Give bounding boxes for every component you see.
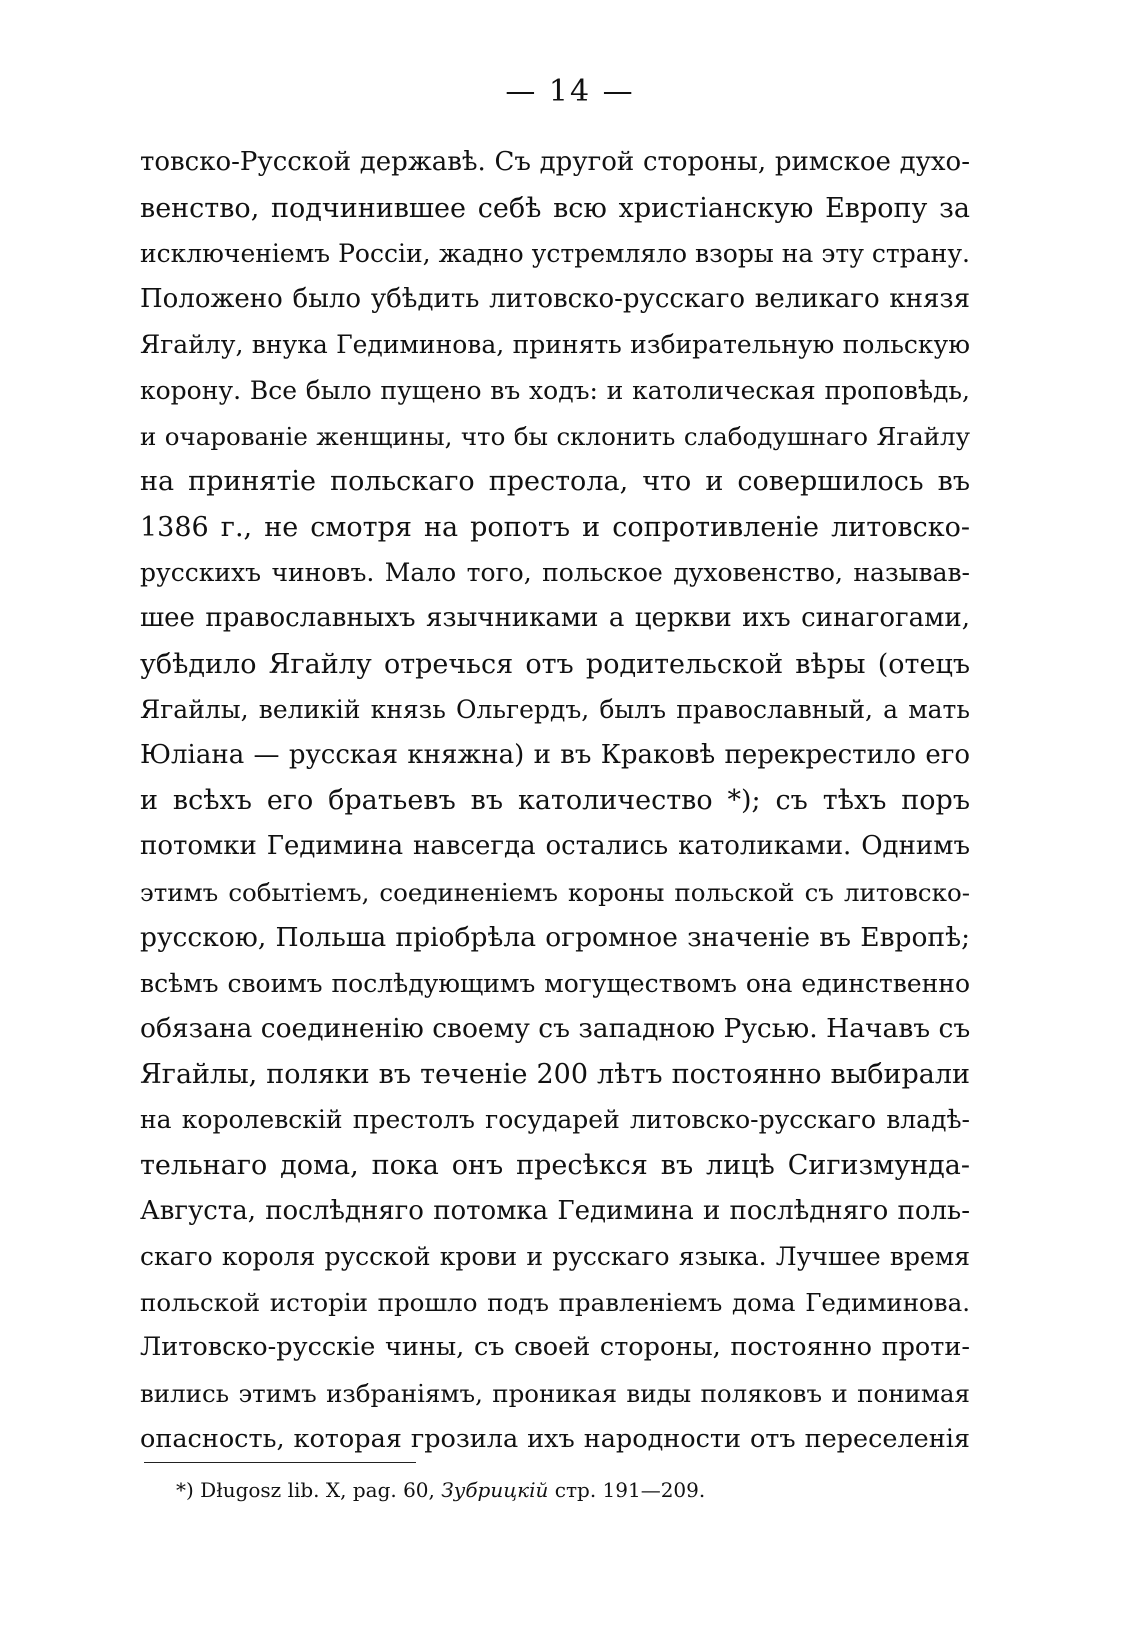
text-line: русскою, Польша пріобрѣла огромное значеніе въ Европѣ; [140,922,970,954]
text-line: Юліана — русская княжна) и въ Краковѣ перекрестило его [140,739,970,770]
page-number: — 14 — [505,74,635,109]
text-line: шее православныхъ язычниками а церкви ихъ синагогами, [140,602,970,633]
text-line: корону. Все было пущено въ ходъ: и католическая проповѣдь, [140,375,970,405]
text-line: венство, подчинившее себѣ всю христіанскую Европу за [140,192,970,224]
text-line: Ягайлы, великій князь Ольгердъ, былъ православный, а мать [140,695,970,725]
footnote-pages: стр. 191—209. [554,1478,706,1502]
footnote-rule [144,1462,416,1463]
text-line: обязана соединенію своему съ западною Русью. Начавъ съ [140,1013,970,1045]
text-line: русскихъ чиновъ. Мало того, польское духовенство, называв- [140,558,970,588]
text-line: Литовско-русскіе чины, съ своей стороны, постоянно проти- [140,1332,970,1363]
text-line: Ягайлы, поляки въ теченіе 200 лѣтъ постоянно выбирали [140,1058,970,1090]
footnote [176,1476,705,1504]
text-line: исключеніемъ Россіи, жадно устремляло взоры на эту страну. [140,239,970,269]
text-line: Августа, послѣдняго потомка Гедимина и послѣдняго поль- [140,1195,970,1226]
footnote-marker: *) [176,1478,194,1502]
text-line: этимъ событіемъ, соединеніемъ короны польской съ литовско- [140,877,970,907]
text-line: тельнаго дома, пока онъ пресѣкся въ лицѣ Сигизмунда- [140,1150,970,1182]
text-line: на королевскій престолъ государей литовско-русскаго владѣ- [140,1105,970,1135]
text-line: 1386 г., не смотря на ропотъ и сопротивленіе литовско- [140,511,970,543]
text-line: всѣмъ своимъ послѣдующимъ могуществомъ она единственно [140,968,970,998]
text-line: потомки Гедимина навсегда остались католиками. Однимъ [140,830,970,861]
text-line: и всѣхъ его братьевъ въ католичество *); съ тѣхъ поръ [140,785,970,817]
text-line: на принятіе польскаго престола, что и совершилось въ [140,466,970,498]
body-text [140,140,970,1462]
text-line: скаго короля русской крови и русскаго языка. Лучшее время [140,1242,970,1272]
footnote-source: Długosz lib. X, pag. 60, [200,1478,435,1502]
footnote-author: Зубрицкій [441,1478,549,1502]
text-line: опасность, которая грозила ихъ народности отъ переселенія [140,1423,970,1454]
text-line: Ягайлу, внука Гедиминова, принять избирательную польскую [140,330,970,360]
text-line: польской исторіи прошло подъ правленіемъ дома Гедиминова. [140,1287,970,1317]
text-line: убѣдило Ягайлу отречься отъ родительской вѣры (отецъ [140,648,970,680]
text-line: Положено было убѣдить литовско-русскаго великаго князя [140,283,970,314]
text-line: товско-Русской державѣ. Съ другой стороны, римское духо- [140,147,970,177]
text-line: вились этимъ избраніямъ, проникая виды поляковъ и понимая [140,1379,970,1409]
text-line: и очарованіе женщины, что бы склонить слабодушнаго Ягайлу [140,421,970,451]
